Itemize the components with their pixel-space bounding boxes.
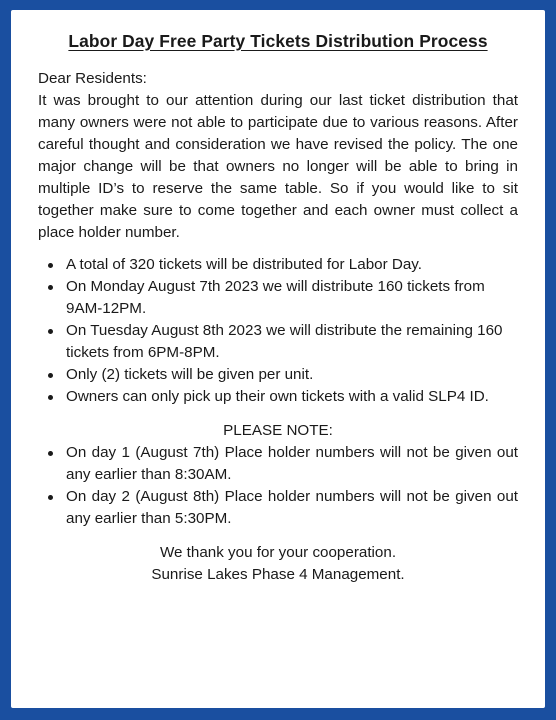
list-item: Owners can only pick up their own tickets with a valid SLP4 ID. xyxy=(66,386,518,408)
list-item: On Monday August 7th 2023 we will distribute 160 tickets from 9AM-12PM. xyxy=(66,276,518,320)
list-item: A total of 320 tickets will be distributed for Labor Day. xyxy=(66,254,518,276)
notes-list xyxy=(38,442,518,530)
greeting: Dear Residents: xyxy=(38,70,147,87)
list-item: On Tuesday August 8th 2023 we will distribute the remaining 160 tickets from 6PM-8PM. xyxy=(66,320,518,364)
closing-block xyxy=(38,542,518,586)
list-item: On day 2 (August 8th) Place holder numbers will not be given out any earlier than 5:30PM. xyxy=(66,486,518,530)
list-item: On day 1 (August 7th) Place holder numbers will not be given out any earlier than 8:30AM. xyxy=(66,442,518,486)
notice-title: Labor Day Free Party Tickets Distribution Process xyxy=(68,31,488,51)
intro-paragraph: It was brought to our attention during our last ticket distribution that many owners were not able to participate due to various reasons. After careful thought and consideration we have revised the policy. The one major change will be that owners no longer will be able to bring in multiple ID’s to reserve the same table. So if you would like to sit together make sure to come together and each owner must collect a place holder number. xyxy=(38,92,518,241)
notice-page xyxy=(11,10,545,708)
please-note-heading: PLEASE NOTE: xyxy=(223,422,333,439)
ticket-rules-list xyxy=(38,254,518,408)
thanks-line: We thank you for your cooperation. xyxy=(159,544,397,561)
signature-line: Sunrise Lakes Phase 4 Management. xyxy=(151,566,405,583)
list-item: Only (2) tickets will be given per unit. xyxy=(66,364,518,386)
